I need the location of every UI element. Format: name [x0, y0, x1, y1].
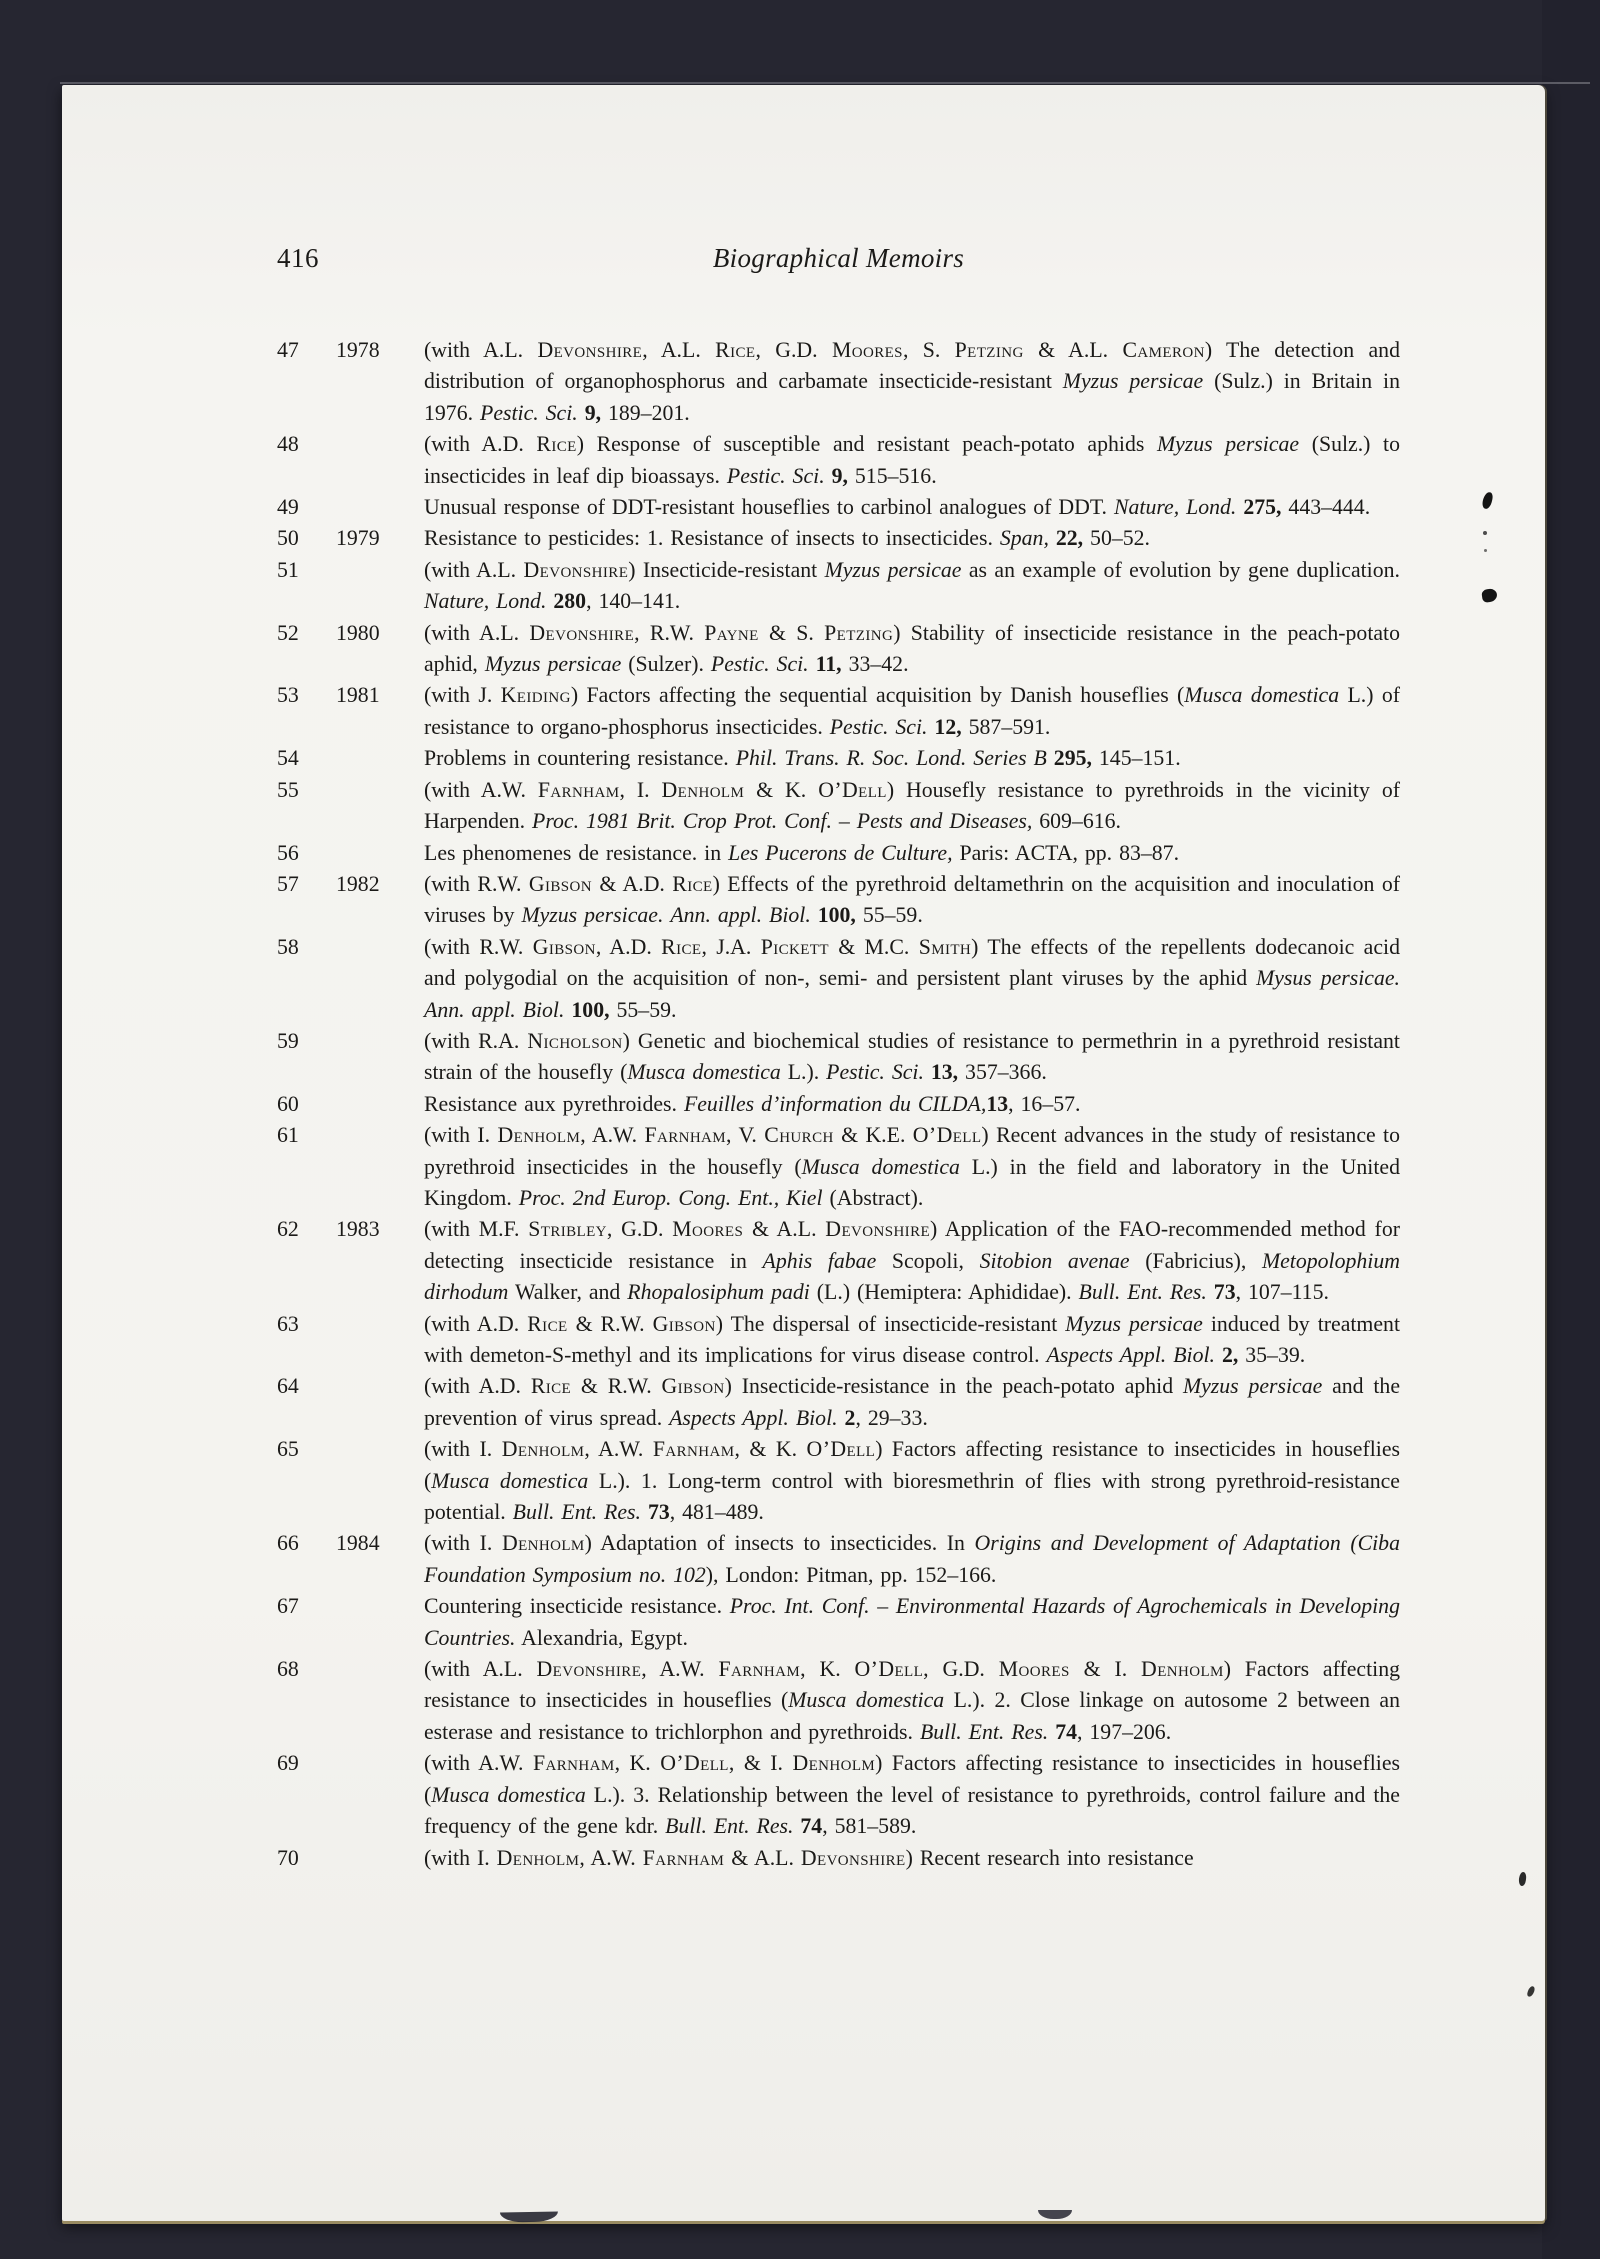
- reference-text: (with R.W. Gibson & A.D. Rice) Effects of the pyrethroid deltamethrin on the acquisition and inoculation of viruses by Myzus persicae. Ann. appl. Biol. 100, 55–59.: [424, 871, 1400, 928]
- reference-entry: [277, 1654, 1400, 1748]
- reference-text: (with A.L. Devonshire, A.L. Rice, G.D. Moores, S. Petzing & A.L. Cameron) The detection and distribution of organophosphorus and carbamate insecticide-resistant Myzus persicae (Sulz.) in Britain in 1976. Pestic. Sci. 9, 189–201.: [424, 338, 1400, 425]
- reference-text: (with A.L. Devonshire) Insecticide-resistant Myzus persicae as an example of evolution by gene duplication. Nature, Lond. 280, 140–141.: [424, 557, 1400, 614]
- reference-text: (with A.W. Farnham, K. O’Dell, & I. Denholm) Factors affecting resistance to insecticides in houseflies (Musca domestica L.). 3. Relationship between the level of resistance to pyrethroids, control failure and the frequency of the gene kdr. Bull. Ent. Res. 74, 581–589.: [424, 1751, 1400, 1839]
- reference-text: (with I. Denholm, A.W. Farnham & A.L. Devonshire) Recent research into resistance: [424, 1845, 1194, 1870]
- reference-number: 49: [277, 495, 299, 520]
- reference-entry: [277, 335, 1400, 429]
- reference-text: Resistance aux pyrethroides. Feuilles d’information du CILDA,13, 16–57.: [424, 1091, 1081, 1116]
- book-page: [62, 85, 1545, 2221]
- reference-entry: [277, 1089, 1400, 1120]
- reference-year: 1982: [336, 871, 380, 896]
- reference-number: 54: [277, 746, 299, 771]
- reference-entry: [277, 1843, 1400, 1874]
- reference-number: 50: [277, 526, 299, 551]
- reference-entry: [277, 523, 1400, 554]
- reference-text: (with I. Denholm) Adaptation of insects to insecticides. In Origins and Development of Adaptation (Ciba Foundation Symposium no. 102), London: Pitman, pp. 152–166.: [424, 1531, 1400, 1587]
- reference-entry: [277, 1528, 1400, 1591]
- reference-number: 64: [277, 1374, 299, 1399]
- reference-entry: [277, 1748, 1400, 1842]
- reference-text: (with I. Denholm, A.W. Farnham, V. Church & K.E. O’Dell) Recent advances in the study of resistance to pyrethroid insecticides in the housefly (Musca domestica L.) in the field and laboratory in the United Kingdom. Proc. 2nd Europ. Cong. Ent., Kiel (Abstract).: [424, 1123, 1401, 1210]
- reference-number: 58: [277, 934, 299, 959]
- reference-year: 1978: [336, 338, 380, 362]
- reference-year: 1981: [336, 683, 380, 708]
- reference-number: 47: [277, 338, 299, 362]
- reference-text: (with A.D. Rice & R.W. Gibson) The dispersal of insecticide-resistant Myzus persicae induced by treatment with demeton-S-methyl and its implications for virus disease control. Aspects Appl. Biol. 2, 35–39.: [424, 1311, 1401, 1367]
- reference-number: 55: [277, 777, 299, 802]
- reference-entry: [277, 429, 1400, 492]
- reference-text: (with J. Keiding) Factors affecting the sequential acquisition by Danish houseflies (Musca domestica L.) of resistance to organo-phosphorus insecticides. Pestic. Sci. 12, 587–591.: [424, 683, 1400, 739]
- reference-entry: [277, 1309, 1400, 1372]
- reference-text: Problems in countering resistance. Phil. Trans. R. Soc. Lond. Series B 295, 145–151.: [424, 746, 1181, 771]
- reference-year: 1983: [336, 1217, 380, 1242]
- reference-number: 62: [277, 1217, 299, 1242]
- reference-number: 66: [277, 1531, 299, 1556]
- reference-entry: [277, 932, 1400, 1026]
- reference-number: 69: [277, 1751, 299, 1776]
- reference-text: (with I. Denholm, A.W. Farnham, & K. O’Dell) Factors affecting resistance to insecticides in houseflies (Musca domestica L.). 1. Long-term control with bioresmethrin of flies with strong pyrethroid-resistance potential. Bull. Ent. Res. 73, 481–489.: [424, 1437, 1401, 1525]
- reference-text: (with A.L. Devonshire, A.W. Farnham, K. O’Dell, G.D. Moores & I. Denholm) Factors affecting resistance to insecticides in houseflies (Musca domestica L.). 2. Close linkage on autosome 2 between an esterase and resistance to trichlorphon and pyrethroids. Bull. Ent. Res. 74, 197–206.: [424, 1657, 1400, 1744]
- reference-number: 53: [277, 683, 299, 708]
- reference-text: (with R.A. Nicholson) Genetic and biochemical studies of resistance to permethrin in a pyrethroid resistant strain of the housefly (Musca domestica L.). Pestic. Sci. 13, 357–366.: [424, 1028, 1400, 1085]
- reference-text: (with A.L. Devonshire, R.W. Payne & S. Petzing) Stability of insecticide resistance in the peach-potato aphid, Myzus persicae (Sulzer). Pestic. Sci. 11, 33–42.: [424, 620, 1400, 677]
- reference-text: Resistance to pesticides: 1. Resistance of insects to insecticides. Span, 22, 50–52.: [424, 526, 1150, 551]
- reference-entry: [277, 1214, 1400, 1308]
- reference-text: (with R.W. Gibson, A.D. Rice, J.A. Pickett & M.C. Smith) The effects of the repellents dodecanoic acid and polygodial on the acquisition of non-, semi- and persistent plant viruses by the aphid Mysus persicae. Ann. appl. Biol. 100, 55–59.: [424, 934, 1401, 1022]
- cover-edge-highlight: [60, 82, 1590, 84]
- reference-entry: [277, 1120, 1400, 1214]
- page-header: [277, 242, 1400, 276]
- reference-year: 1980: [336, 620, 380, 645]
- reference-number: 70: [277, 1845, 299, 1870]
- reference-number: 56: [277, 840, 299, 865]
- scan-speck: [1484, 549, 1487, 552]
- reference-entry: [277, 680, 1400, 743]
- reference-entry: [277, 492, 1400, 523]
- scan-speck: [1483, 531, 1487, 535]
- reference-entry: [277, 1591, 1400, 1654]
- reference-year: 1979: [336, 526, 380, 551]
- reference-number: 68: [277, 1657, 299, 1682]
- reference-text: (with A.D. Rice & R.W. Gibson) Insecticide-resistance in the peach-potato aphid Myzus persicae and the prevention of virus spread. Aspects Appl. Biol. 2, 29–33.: [424, 1374, 1400, 1430]
- reference-entry: [277, 838, 1400, 869]
- reference-text: (with A.D. Rice) Response of susceptible and resistant peach-potato aphids Myzus persicae (Sulz.) to insecticides in leaf dip bioassays. Pestic. Sci. 9, 515–516.: [424, 432, 1400, 488]
- page-number: 416: [277, 243, 319, 273]
- reference-text: (with A.W. Farnham, I. Denholm & K. O’Dell) Housefly resistance to pyrethroids in the vicinity of Harpenden. Proc. 1981 Brit. Crop Prot. Conf. – Pests and Diseases, 609–616.: [424, 777, 1400, 834]
- reference-entry: [277, 1434, 1400, 1528]
- reference-year: 1984: [336, 1531, 380, 1556]
- reference-number: 48: [277, 432, 299, 457]
- reference-number: 65: [277, 1437, 299, 1462]
- reference-number: 63: [277, 1311, 299, 1336]
- reference-number: 67: [277, 1594, 299, 1619]
- reference-entry: [277, 618, 1400, 681]
- reference-number: 51: [277, 557, 299, 582]
- reference-text: Unusual response of DDT-resistant houseflies to carbinol analogues of DDT. Nature, Lond. 275, 443–444.: [424, 495, 1371, 520]
- reference-list: [277, 335, 1400, 1874]
- reference-number: 59: [277, 1028, 299, 1053]
- reference-number: 52: [277, 620, 299, 645]
- reference-number: 60: [277, 1091, 299, 1116]
- reference-number: 61: [277, 1123, 299, 1148]
- reference-text: Countering insecticide resistance. Proc. Int. Conf. – Environmental Hazards of Agrochemicals in Developing Countries. Alexandria, Egypt.: [424, 1594, 1400, 1650]
- reference-entry: [277, 743, 1400, 774]
- reference-text: (with M.F. Stribley, G.D. Moores & A.L. Devonshire) Application of the FAO-recommended method for detecting insecticide resistance in Aphis fabae Scopoli, Sitobion avenae (Fabricius), Metopolophium dirhodum Walker, and Rhopalosiphum padi (L.) (Hemiptera: Aphididae). Bull. Ent. Res. 73, 107–115.: [424, 1217, 1400, 1305]
- reference-entry: [277, 775, 1400, 838]
- book-cover-edge: [1542, 0, 1600, 2259]
- reference-entry: [277, 1371, 1400, 1434]
- reference-text: Les phenomenes de resistance. in Les Pucerons de Culture, Paris: ACTA, pp. 83–87.: [424, 840, 1180, 865]
- reference-entry: [277, 555, 1400, 618]
- running-title: Biographical Memoirs: [712, 243, 965, 273]
- reference-number: 57: [277, 871, 299, 896]
- reference-entry: [277, 1026, 1400, 1089]
- reference-entry: [277, 869, 1400, 932]
